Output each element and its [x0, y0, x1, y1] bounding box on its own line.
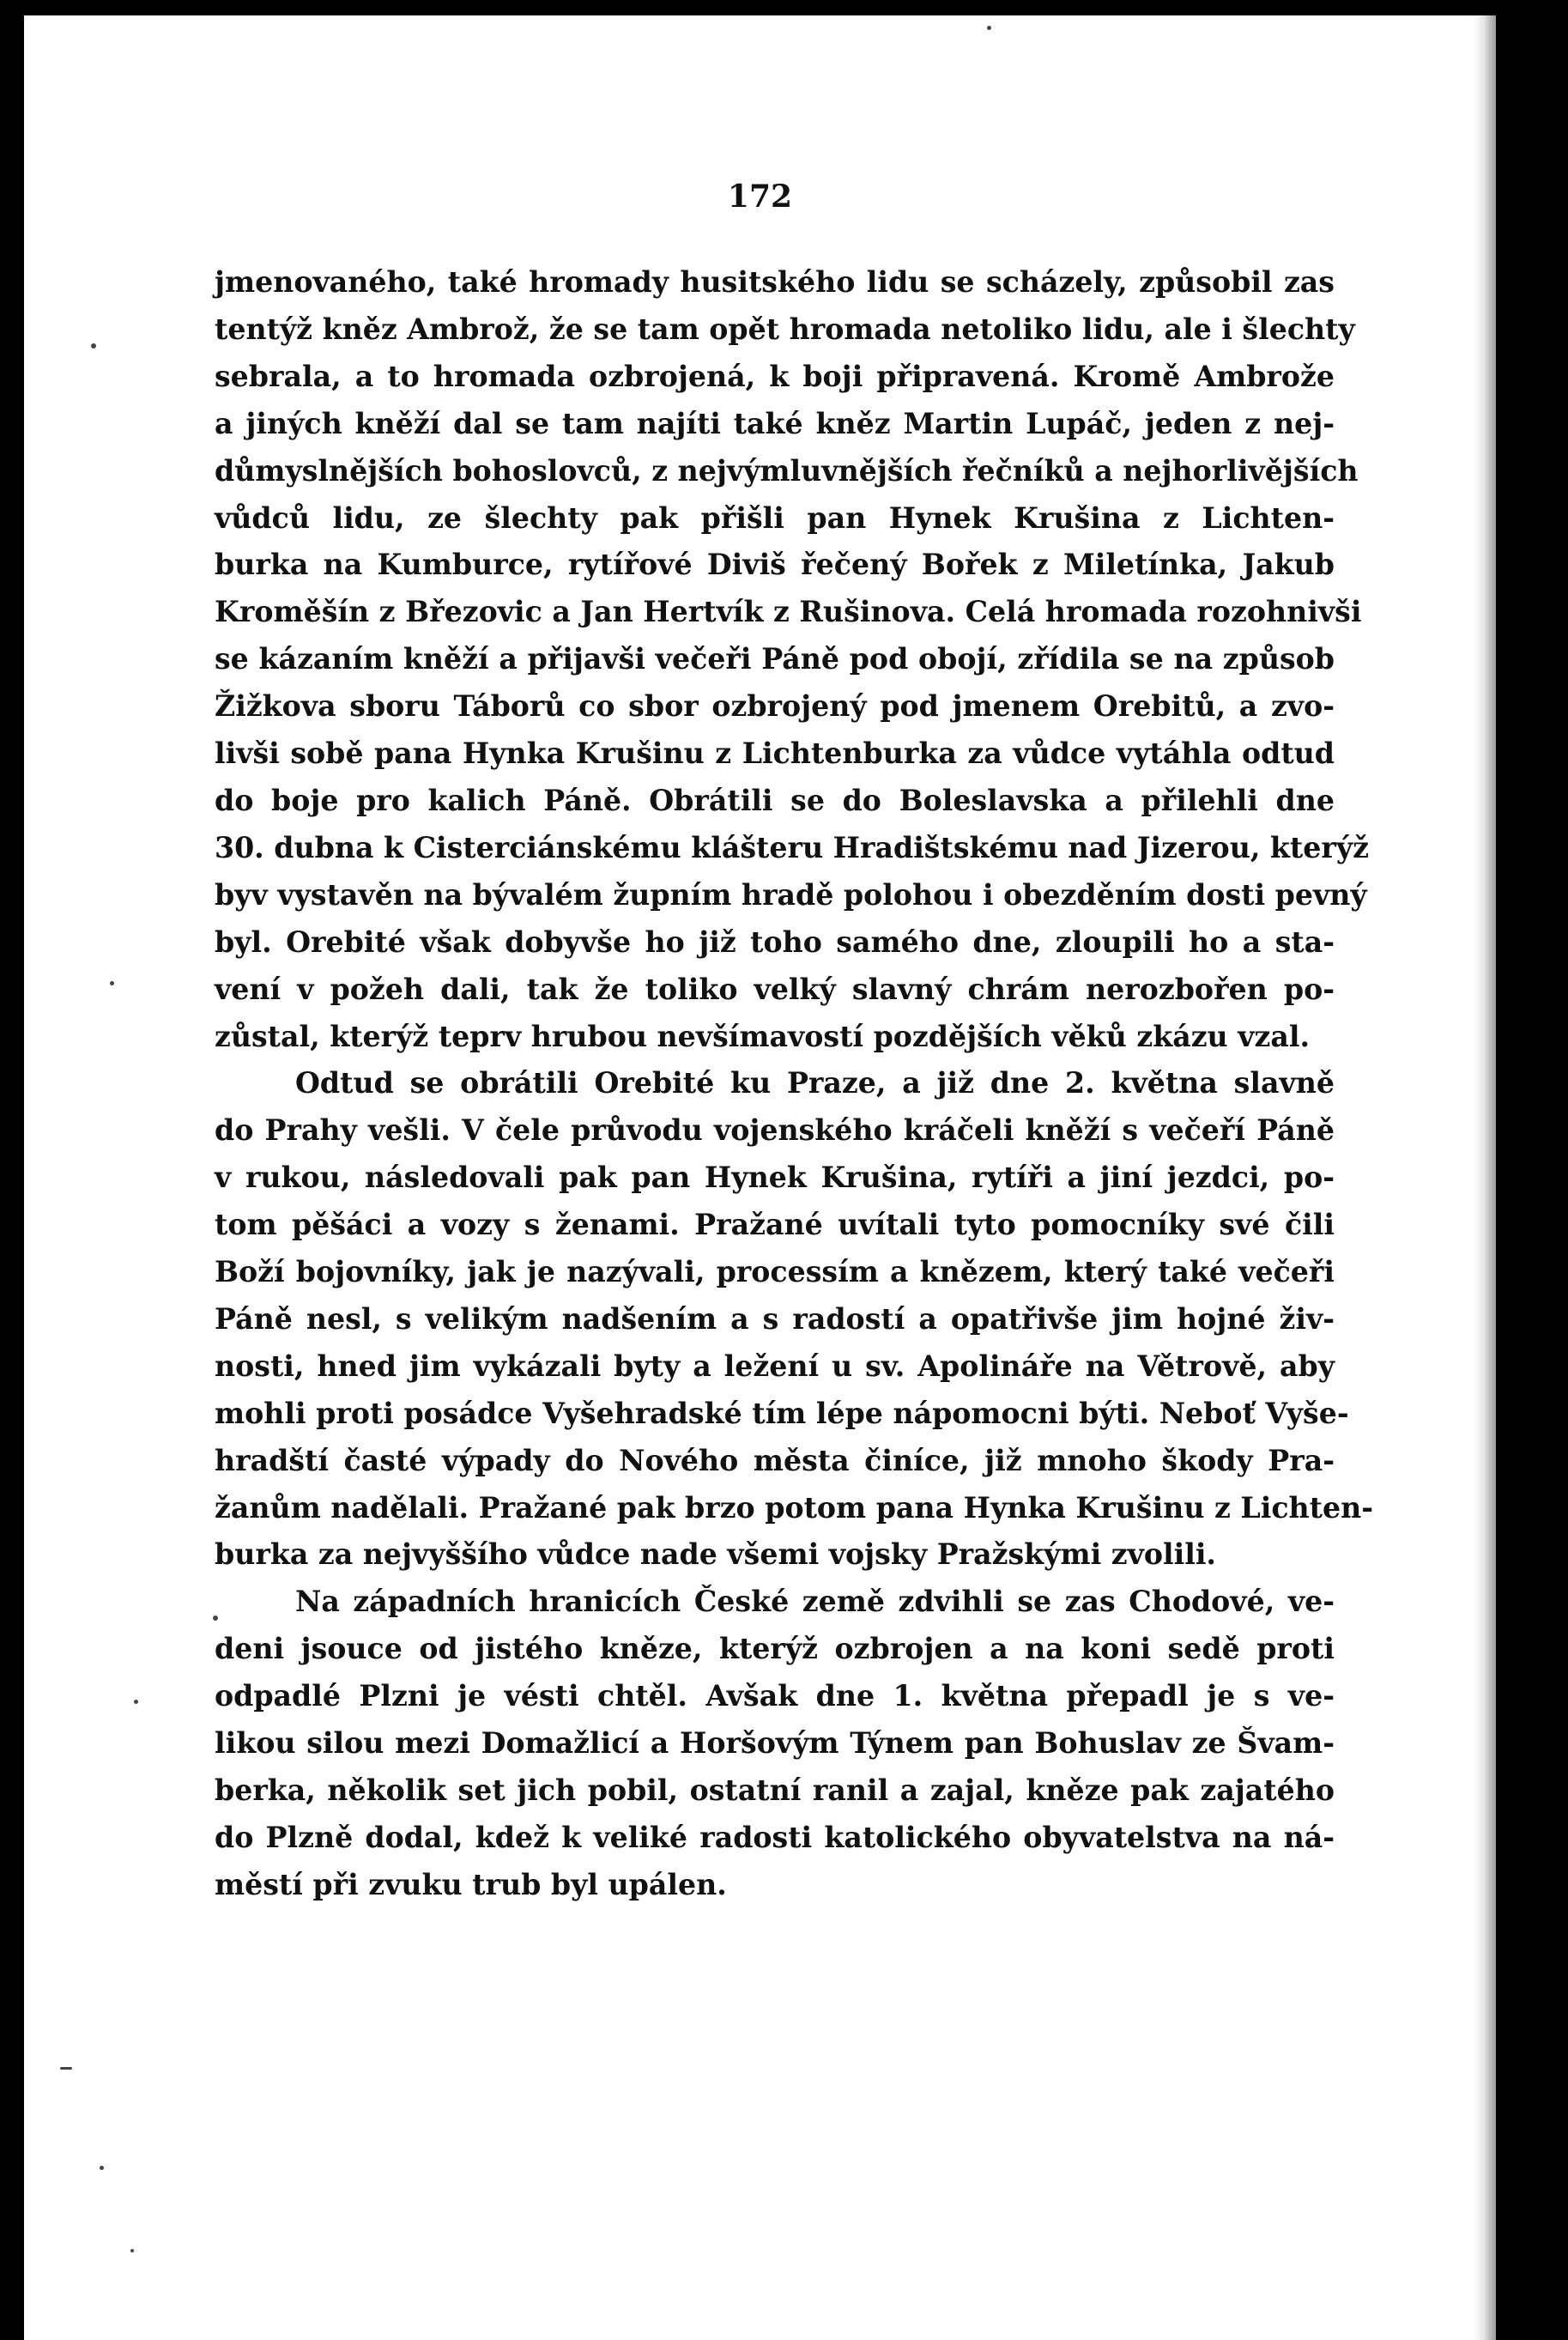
text-line: burka za nejvyššího vůdce nade všemi vojsky Pražskými zvolili. — [215, 1537, 1216, 1572]
text-line: sebrala, a to hromada ozbrojená, k boji připravená. Kromě Ambrože — [215, 359, 1335, 393]
text-line: do boje pro kalich Páně. Obrátili se do Boleslavska a přilehli dne — [215, 783, 1335, 817]
page-edge-shadow — [1474, 15, 1496, 2340]
text-line: Na západních hranicích České země zdvihli se zas Chodové, ve- — [295, 1585, 1335, 1619]
text-line: Žižkova sboru Táborů co sbor ozbrojený pod jmenem Orebitů, a zvo- — [215, 689, 1335, 724]
text-line: vení v požeh dali, tak že toliko velký slavný chrám nerozbořen po- — [215, 972, 1335, 1006]
scan-speck — [987, 26, 991, 30]
scan-speck — [60, 2067, 72, 2070]
body-text — [215, 259, 1374, 1909]
text-line: byv vystavěn na bývalém župním hradě polohou i obezděním dosti pevný — [215, 877, 1367, 912]
scan-speck — [110, 981, 114, 985]
paragraph — [215, 1579, 1335, 1908]
text-line: vůdců lidu, ze šlechty pak přišli pan Hynek Krušina z Lichten- — [215, 500, 1335, 535]
text-line: se kázaním kněží a přijavši večeři Páně pod obojí, zřídila se na způsob — [215, 642, 1335, 676]
text-line: burka na Kumburce, rytířové Diviš řečený Bořek z Miletínka, Jakub — [215, 548, 1335, 582]
page-number: 172 — [727, 179, 793, 215]
text-line: deni jsouce od jistého kněze, kterýž ozbrojen a na koni sedě proti — [215, 1632, 1335, 1666]
text-line: odpadlé Plzni je vésti chtěl. Avšak dne 1. května přepadl je s ve- — [215, 1679, 1335, 1713]
text-line: berka, několik set jich pobil, ostatní ranil a zajal, kněze pak zajatého — [215, 1773, 1335, 1807]
text-line: 30. dubna k Cisterciánskému klášteru Hradištskému nad Jizerou, kterýž — [215, 830, 1369, 864]
text-line: livši sobě pana Hynka Krušinu z Lichtenburka za vůdce vytáhla odtud — [215, 737, 1335, 771]
text-line: zůstal, kterýž teprv hrubou nevšímavostí pozdějších věků zkázu vzal. — [215, 1019, 1311, 1053]
text-line: Odtud se obrátili Orebité ku Praze, a již dne 2. května slavně — [295, 1066, 1335, 1100]
text-line: žanům nadělali. Pražané pak brzo potom pana Hynka Krušinu z Lichten- — [215, 1490, 1374, 1525]
text-line: mohli proti posádce Vyšehradské tím lépe nápomocni býti. Neboť Vyše- — [215, 1396, 1349, 1430]
text-line: Páně nesl, s velikým nadšením a s radostí a opatřivše jim hojné živ- — [215, 1301, 1335, 1336]
text-line: do Plzně dodal, kdež k veliké radosti katolického obyvatelstva na ná- — [215, 1820, 1335, 1854]
text-line: jmenovaného, také hromady husitského lidu se scházely, způsobil zas — [215, 265, 1335, 299]
scan-speck — [213, 1616, 218, 1621]
text-line: Kroměšín z Březovic a Jan Hertvík z Rušinova. Celá hromada rozohnivši — [215, 595, 1362, 629]
text-line: nosti, hned jim vykázali byty a ležení u sv. Apolináře na Větrově, aby — [215, 1349, 1335, 1383]
scan-speck — [130, 2249, 134, 2252]
text-line: a jiných kněží dal se tam najíti také kněz Martin Lupáč, jeden z nej- — [215, 406, 1335, 440]
scan-speck — [134, 1700, 138, 1704]
text-line: důmyslnějších bohoslovců, z nejvýmluvnějších řečníků a nejhorlivějších — [215, 453, 1359, 488]
scan-speck — [91, 343, 96, 349]
text-line: likou silou mezi Domažlicí a Horšovým Týnem pan Bohuslav ze Švam- — [215, 1726, 1335, 1761]
text-line: Boží bojovníky, jak je nazývali, processím a knězem, který také večeři — [215, 1255, 1335, 1289]
text-line: byl. Orebité však dobyvše ho již toho samého dne, zloupili ho a sta- — [215, 924, 1335, 959]
scan-speck — [100, 2166, 104, 2170]
paragraph — [215, 1060, 1374, 1579]
text-line: do Prahy vešli. V čele průvodu vojenského kráčeli kněží s večeří Páně — [215, 1113, 1335, 1148]
paragraph — [215, 259, 1369, 1060]
text-line: v rukou, následovali pak pan Hynek Krušina, rytíři a jiní jezdci, po- — [215, 1161, 1335, 1195]
text-line: tom pěšáci a vozy s ženami. Pražané uvítali tyto pomocníky své čili — [215, 1208, 1335, 1242]
text-line: městí při zvuku trub byl upálen. — [215, 1867, 727, 1901]
text-line: tentýž kněz Ambrož, že se tam opět hromada netoliko lidu, ale i šlechty — [215, 312, 1355, 346]
text-line: hradští časté výpady do Nového města činíce, již mnoho škody Pra- — [215, 1443, 1335, 1477]
